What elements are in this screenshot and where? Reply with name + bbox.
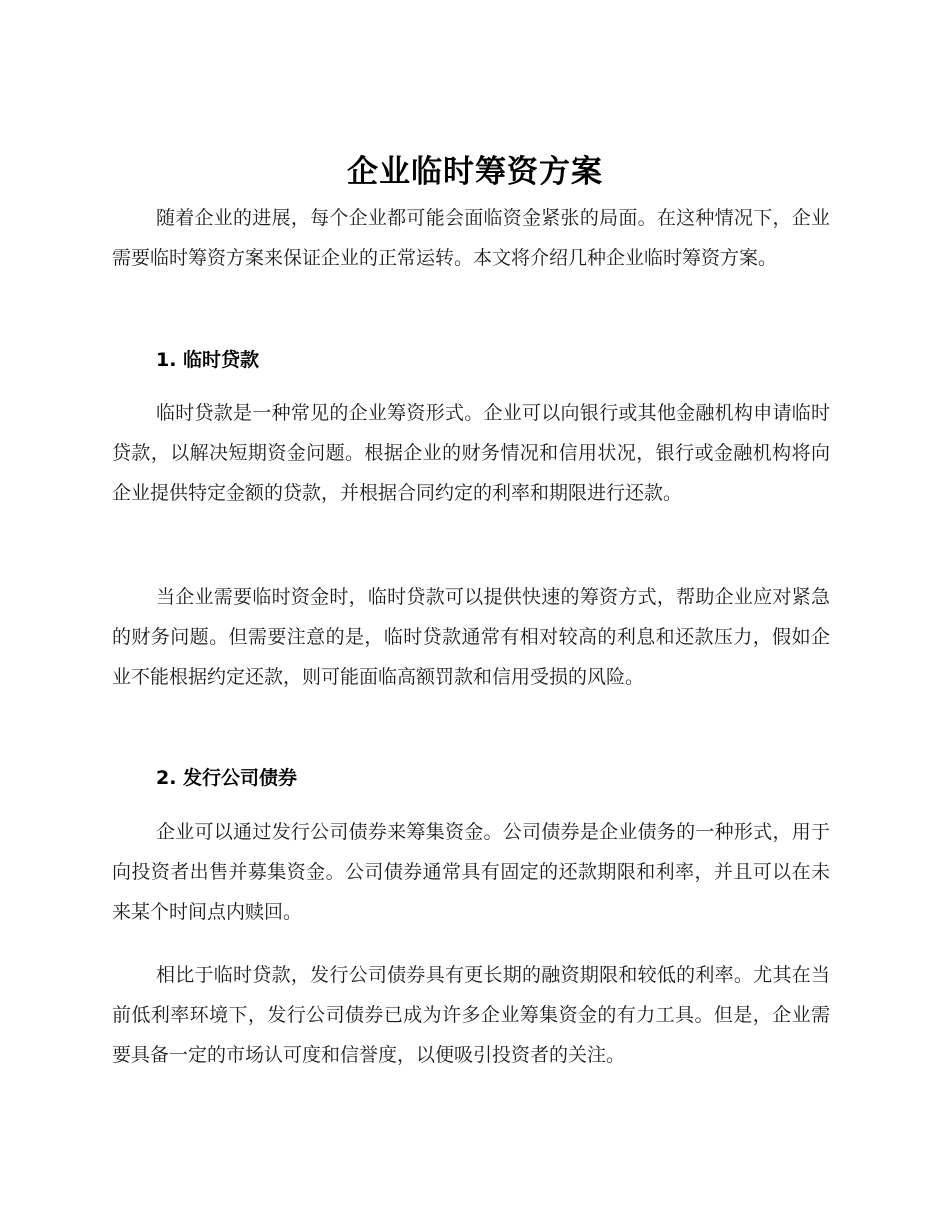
- bond-paragraph-1: 企业可以通过发行公司债券来筹集资金。公司债券是企业债务的一种形式，用于向投资者出售并募集资金。公司债券通常具有固定的还款期限和利率，并且可以在未来某个时间点内赎回。: [112, 821, 830, 923]
- bond-paragraph-2: 相比于临时贷款，发行公司债券具有更长期的融资期限和较低的利率。尤其在当前低利率环境下，发行公司债券已成为许多企业筹集资金的有力工具。但是，企业需要具备一定的市场认可度和信誉度，以便吸引投资者的关注。: [112, 964, 830, 1066]
- section-heading-temporary-loan: 1. 临时贷款: [156, 349, 260, 371]
- intro-paragraph: 随着企业的进展，每个企业都可能会面临资金紧张的局面。在这种情况下，企业需要临时筹资方案来保证企业的正常运转。本文将介绍几种企业临时筹资方案。: [112, 207, 830, 269]
- loan-paragraph-2: 当企业需要临时资金时，临时贷款可以提供快速的筹资方式，帮助企业应对紧急的财务问题。但需要注意的是，临时贷款通常有相对较高的利息和还款压力，假如企业不能根据约定还款，则可能面临高额罚款和信用受损的风险。: [112, 586, 830, 688]
- loan-paragraph-1: 临时贷款是一种常见的企业筹资形式。企业可以向银行或其他金融机构申请临时贷款，以解决短期资金问题。根据企业的财务情况和信用状况，银行或金融机构将向企业提供特定金额的贷款，并根据合同约定的利率和期限进行还款。: [112, 402, 830, 504]
- section-heading-corporate-bonds: 2. 发行公司债券: [156, 767, 298, 789]
- document-title: 企业临时筹资方案: [347, 154, 603, 190]
